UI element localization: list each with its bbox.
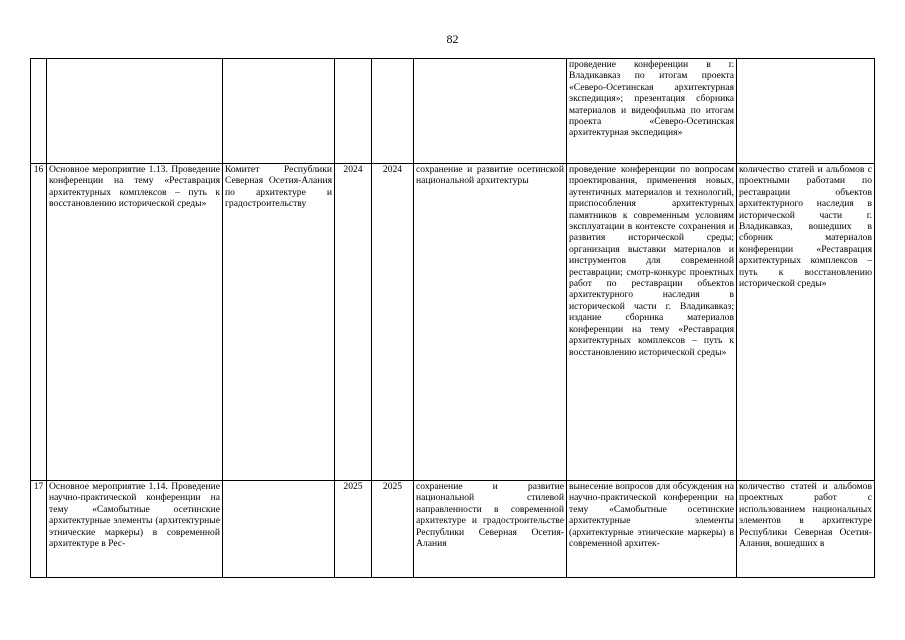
executor-cell bbox=[223, 59, 335, 164]
table-row bbox=[31, 481, 875, 578]
event-cell: Основное мероприятие 1.14. Проведение научно-практической конференции на тему «Самобытные осетинские архитектурные элементы (архитектурные этнические маркеры) в современной архитектуре в Рес- bbox=[47, 481, 223, 578]
indicator-cell: количество статей и альбомов с проектными работами по реставрации объектов архитектурного наследия в исторической части г. Владикавказ, вошедших в сборник материалов конференции «Реставрация архитектурных комплексов – путь к восстановлению исторической среды» bbox=[737, 164, 875, 481]
indicator-cell bbox=[737, 59, 875, 164]
row-number: 16 bbox=[31, 164, 47, 481]
goal-cell: сохранение и развитие национальной стилевой направленности в современной архитектуре и градостроительстве Республики Северная Осетия-Алания bbox=[414, 481, 567, 578]
year-end-cell bbox=[372, 59, 414, 164]
actions-cell: вынесение вопросов для обсуждения на научно-практической конференции на тему «Самобытные осетинские архитектурные элементы (архитектурные этнические маркеры) в современной архитек- bbox=[567, 481, 737, 578]
goal-cell: сохранение и развитие осетинской национальной архитектуры bbox=[414, 164, 567, 481]
indicator-cell: количество статей и альбомов проектных работ с использованием национальных элементов в архитектуре Республики Северная Осетия-Алания, вошедших в bbox=[737, 481, 875, 578]
actions-cell: проведение конференции в г. Владикавказ по итогам проекта «Северо-Осетинская архитектурная экспедиция»; презентация сборника материалов и видеофильма по итогам проекта «Северо-Осетинская архитектурная экспедиция» bbox=[567, 59, 737, 164]
row-number: 17 bbox=[31, 481, 47, 578]
page-number: 82 bbox=[446, 32, 459, 46]
event-cell: Основное мероприятие 1.13. Проведение конференции на тему «Реставрация архитектурных комплексов – путь к восстановлению исторической среды» bbox=[47, 164, 223, 481]
program-table bbox=[30, 58, 875, 578]
executor-cell: Комитет Республики Северная Осетия-Алания по архитектуре и градостроительству bbox=[223, 164, 335, 481]
year-start-cell: 2025 bbox=[335, 481, 372, 578]
actions-cell: проведение конференции по вопросам проектирования, применения новых, аутентичных материалов и технологий, приспособления архитектурных памятников к современным условиям эксплуатации в контексте сохранения и развития исторической среды; организация выставки материалов и инструментов для современной реставрации; смотр-конкурс проектных работ по реставрации объектов архитектурного наследия в исторической части г. Владикавказ; издание сборника материалов конференции на тему «Реставрация архитектурных комплексов – путь к восстановлению исторической среды» bbox=[567, 164, 737, 481]
year-end-cell: 2025 bbox=[372, 481, 414, 578]
table-row bbox=[31, 164, 875, 481]
table-row bbox=[31, 59, 875, 164]
event-cell bbox=[47, 59, 223, 164]
executor-cell bbox=[223, 481, 335, 578]
year-start-cell: 2024 bbox=[335, 164, 372, 481]
row-number bbox=[31, 59, 47, 164]
year-end-cell: 2024 bbox=[372, 164, 414, 481]
goal-cell bbox=[414, 59, 567, 164]
year-start-cell bbox=[335, 59, 372, 164]
